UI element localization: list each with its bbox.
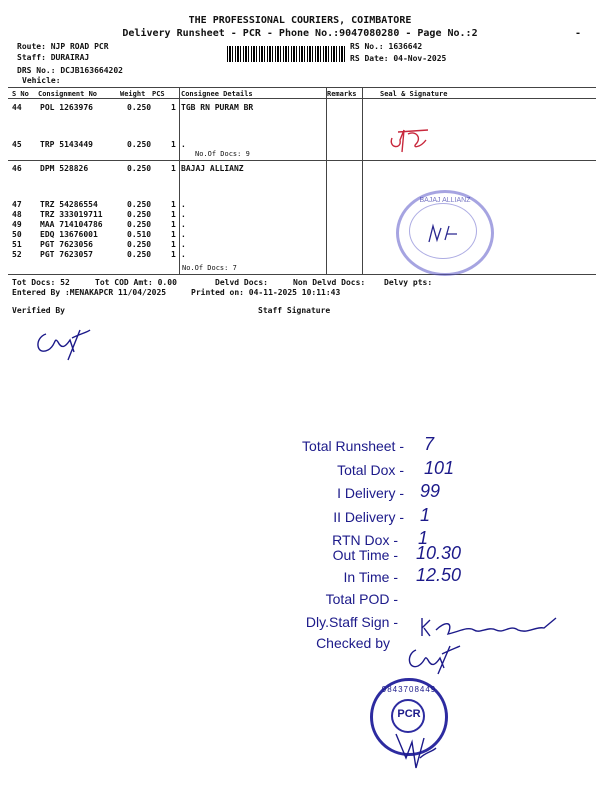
col-divider-consignee [179, 87, 180, 274]
summary-value: 101 [424, 458, 455, 478]
summary-label: RTN Dox - [332, 532, 398, 548]
cell-weight: 0.250 [127, 164, 152, 173]
cell-pcs: 1 [171, 103, 176, 112]
cell-consignee: . [181, 230, 186, 239]
group-rule [8, 160, 596, 161]
cell-sno: 51 [12, 240, 22, 249]
stamp-initials [425, 222, 461, 246]
cell-sno: 49 [12, 220, 22, 229]
col-divider-remarks [326, 87, 327, 274]
cell-sno: 50 [12, 230, 22, 239]
summary-value: 99 [420, 481, 441, 501]
summary-label: Dly.Staff Sign - [305, 614, 398, 630]
cell-pcs: 1 [171, 240, 176, 249]
summary-value: 1 [418, 528, 429, 548]
cell-weight: 0.250 [127, 200, 152, 209]
pcr-stamp-signature [390, 728, 440, 774]
summary-label: In Time - [343, 569, 398, 585]
th-remarks: Remarks [327, 90, 357, 98]
non-delivered-docs: Non Delvd Docs: [293, 278, 366, 287]
summary-value: 10.30 [416, 543, 462, 563]
summary-value: 12.50 [416, 565, 462, 585]
verified-by-label: Verified By [12, 306, 65, 315]
th-consignee: Consignee Details [181, 90, 253, 98]
cell-consignee: . [181, 240, 186, 249]
cell-weight: 0.250 [127, 140, 152, 149]
checked-by-signature [402, 636, 462, 676]
cell-consignee: . [181, 200, 186, 209]
summary-label: Total Runsheet - [302, 438, 404, 454]
rs-number: RS No.: 1636642 [350, 42, 423, 51]
cell-pcs: 1 [171, 140, 176, 149]
drs-number: DRS No.: DCJB163664202 [17, 66, 123, 75]
cell-weight: 0.250 [127, 220, 152, 229]
cell-weight: 0.250 [127, 103, 152, 112]
staff-signature-label: Staff Signature [258, 306, 331, 315]
cell-sno: 52 [12, 250, 22, 259]
cell-pcs: 1 [171, 210, 176, 219]
runsheet-subtitle: Delivery Runsheet - PCR - Phone No.:9047080280 - Page No.:2 [122, 28, 478, 39]
cell-consignee: . [181, 220, 186, 229]
cell-sno: 44 [12, 103, 22, 112]
summary-label: Total Dox - [337, 462, 404, 478]
th-weight: Weight [120, 90, 146, 98]
cell-consignment: MAA 714104786 [40, 220, 103, 229]
cell-weight: 0.250 [127, 210, 152, 219]
col-divider-seal [362, 87, 363, 274]
summary-label: Total POD - [325, 591, 398, 607]
delivery-points: Delvy pts: [384, 278, 433, 287]
rs-date: RS Date: 04-Nov-2025 [350, 54, 447, 63]
header-dash: - [575, 28, 582, 39]
cell-pcs: 1 [171, 164, 176, 173]
cell-consignment: TRZ 333019711 [40, 210, 103, 219]
total-docs: Tot Docs: 52 [12, 278, 70, 287]
summary-label: II Delivery - [333, 509, 404, 525]
cell-consignee: . [181, 140, 186, 149]
cell-weight: 0.510 [127, 230, 152, 239]
bajaj-stamp-text: BAJAJ ALLIANZ [419, 197, 471, 204]
pcr-stamp-phone: 9843708449 [381, 685, 437, 694]
cell-sno: 45 [12, 140, 22, 149]
cell-sno: 48 [12, 210, 22, 219]
th-consignment: Consignment No [38, 90, 98, 98]
cell-sno: 47 [12, 200, 22, 209]
cell-consignee: . [181, 210, 186, 219]
cell-consignment: PGT 7623057 [40, 250, 93, 259]
summary-label: I Delivery - [337, 485, 404, 501]
table-top-rule [8, 87, 596, 88]
pcr-stamp-text: PCR [397, 708, 421, 720]
summary-value: 1 [420, 505, 431, 525]
summary-value: 7 [424, 434, 435, 454]
verified-signature [28, 312, 98, 362]
th-seal: Seal & Signature [380, 90, 448, 98]
cell-consignment: TRZ 54286554 [40, 200, 98, 209]
cell-consignment: EDQ 13676001 [40, 230, 98, 239]
summary-label: Out Time - [332, 547, 398, 563]
cell-pcs: 1 [171, 200, 176, 209]
table-header-rule [8, 98, 596, 99]
entered-by: Entered By :MENAKAPCR 11/04/2025 [12, 288, 167, 297]
cell-consignment: DPM 528826 [40, 164, 89, 173]
cell-consignee: . [181, 250, 186, 259]
printed-on: Printed on: 04-11-2025 10:11:43 [191, 288, 341, 297]
cell-pcs: 1 [171, 250, 176, 259]
red-signature [386, 118, 436, 158]
route-label: Route: NJP ROAD PCR [17, 42, 109, 51]
delivered-docs: Delvd Docs: [215, 278, 268, 287]
th-pcs: PCS [152, 90, 165, 98]
summary-label: Checked by [316, 635, 390, 651]
docs-count-note: No.Of Docs: 7 [182, 264, 237, 272]
table-bottom-rule [8, 274, 596, 275]
company-title: THE PROFESSIONAL COURIERS, COIMBATORE [188, 15, 412, 26]
docs-count-note: No.Of Docs: 9 [195, 150, 250, 158]
staff-label: Staff: DURAIRAJ [17, 53, 90, 62]
cell-consignment: POL 1263976 [40, 103, 93, 112]
cell-consignee: TGB RN PURAM BR [181, 103, 254, 112]
total-cod: Tot COD Amt: 0.00 [95, 278, 177, 287]
cell-consignment: PGT 7623056 [40, 240, 93, 249]
cell-weight: 0.250 [127, 240, 152, 249]
vehicle-label: Vehicle: [22, 76, 61, 85]
cell-consignment: TRP 5143449 [40, 140, 93, 149]
cell-pcs: 1 [171, 220, 176, 229]
cell-pcs: 1 [171, 230, 176, 239]
drs-barcode [227, 46, 345, 62]
cell-consignee: BAJAJ ALLIANZ [181, 164, 244, 173]
cell-sno: 46 [12, 164, 22, 173]
cell-weight: 0.250 [127, 250, 152, 259]
th-sno: S No [12, 90, 29, 98]
